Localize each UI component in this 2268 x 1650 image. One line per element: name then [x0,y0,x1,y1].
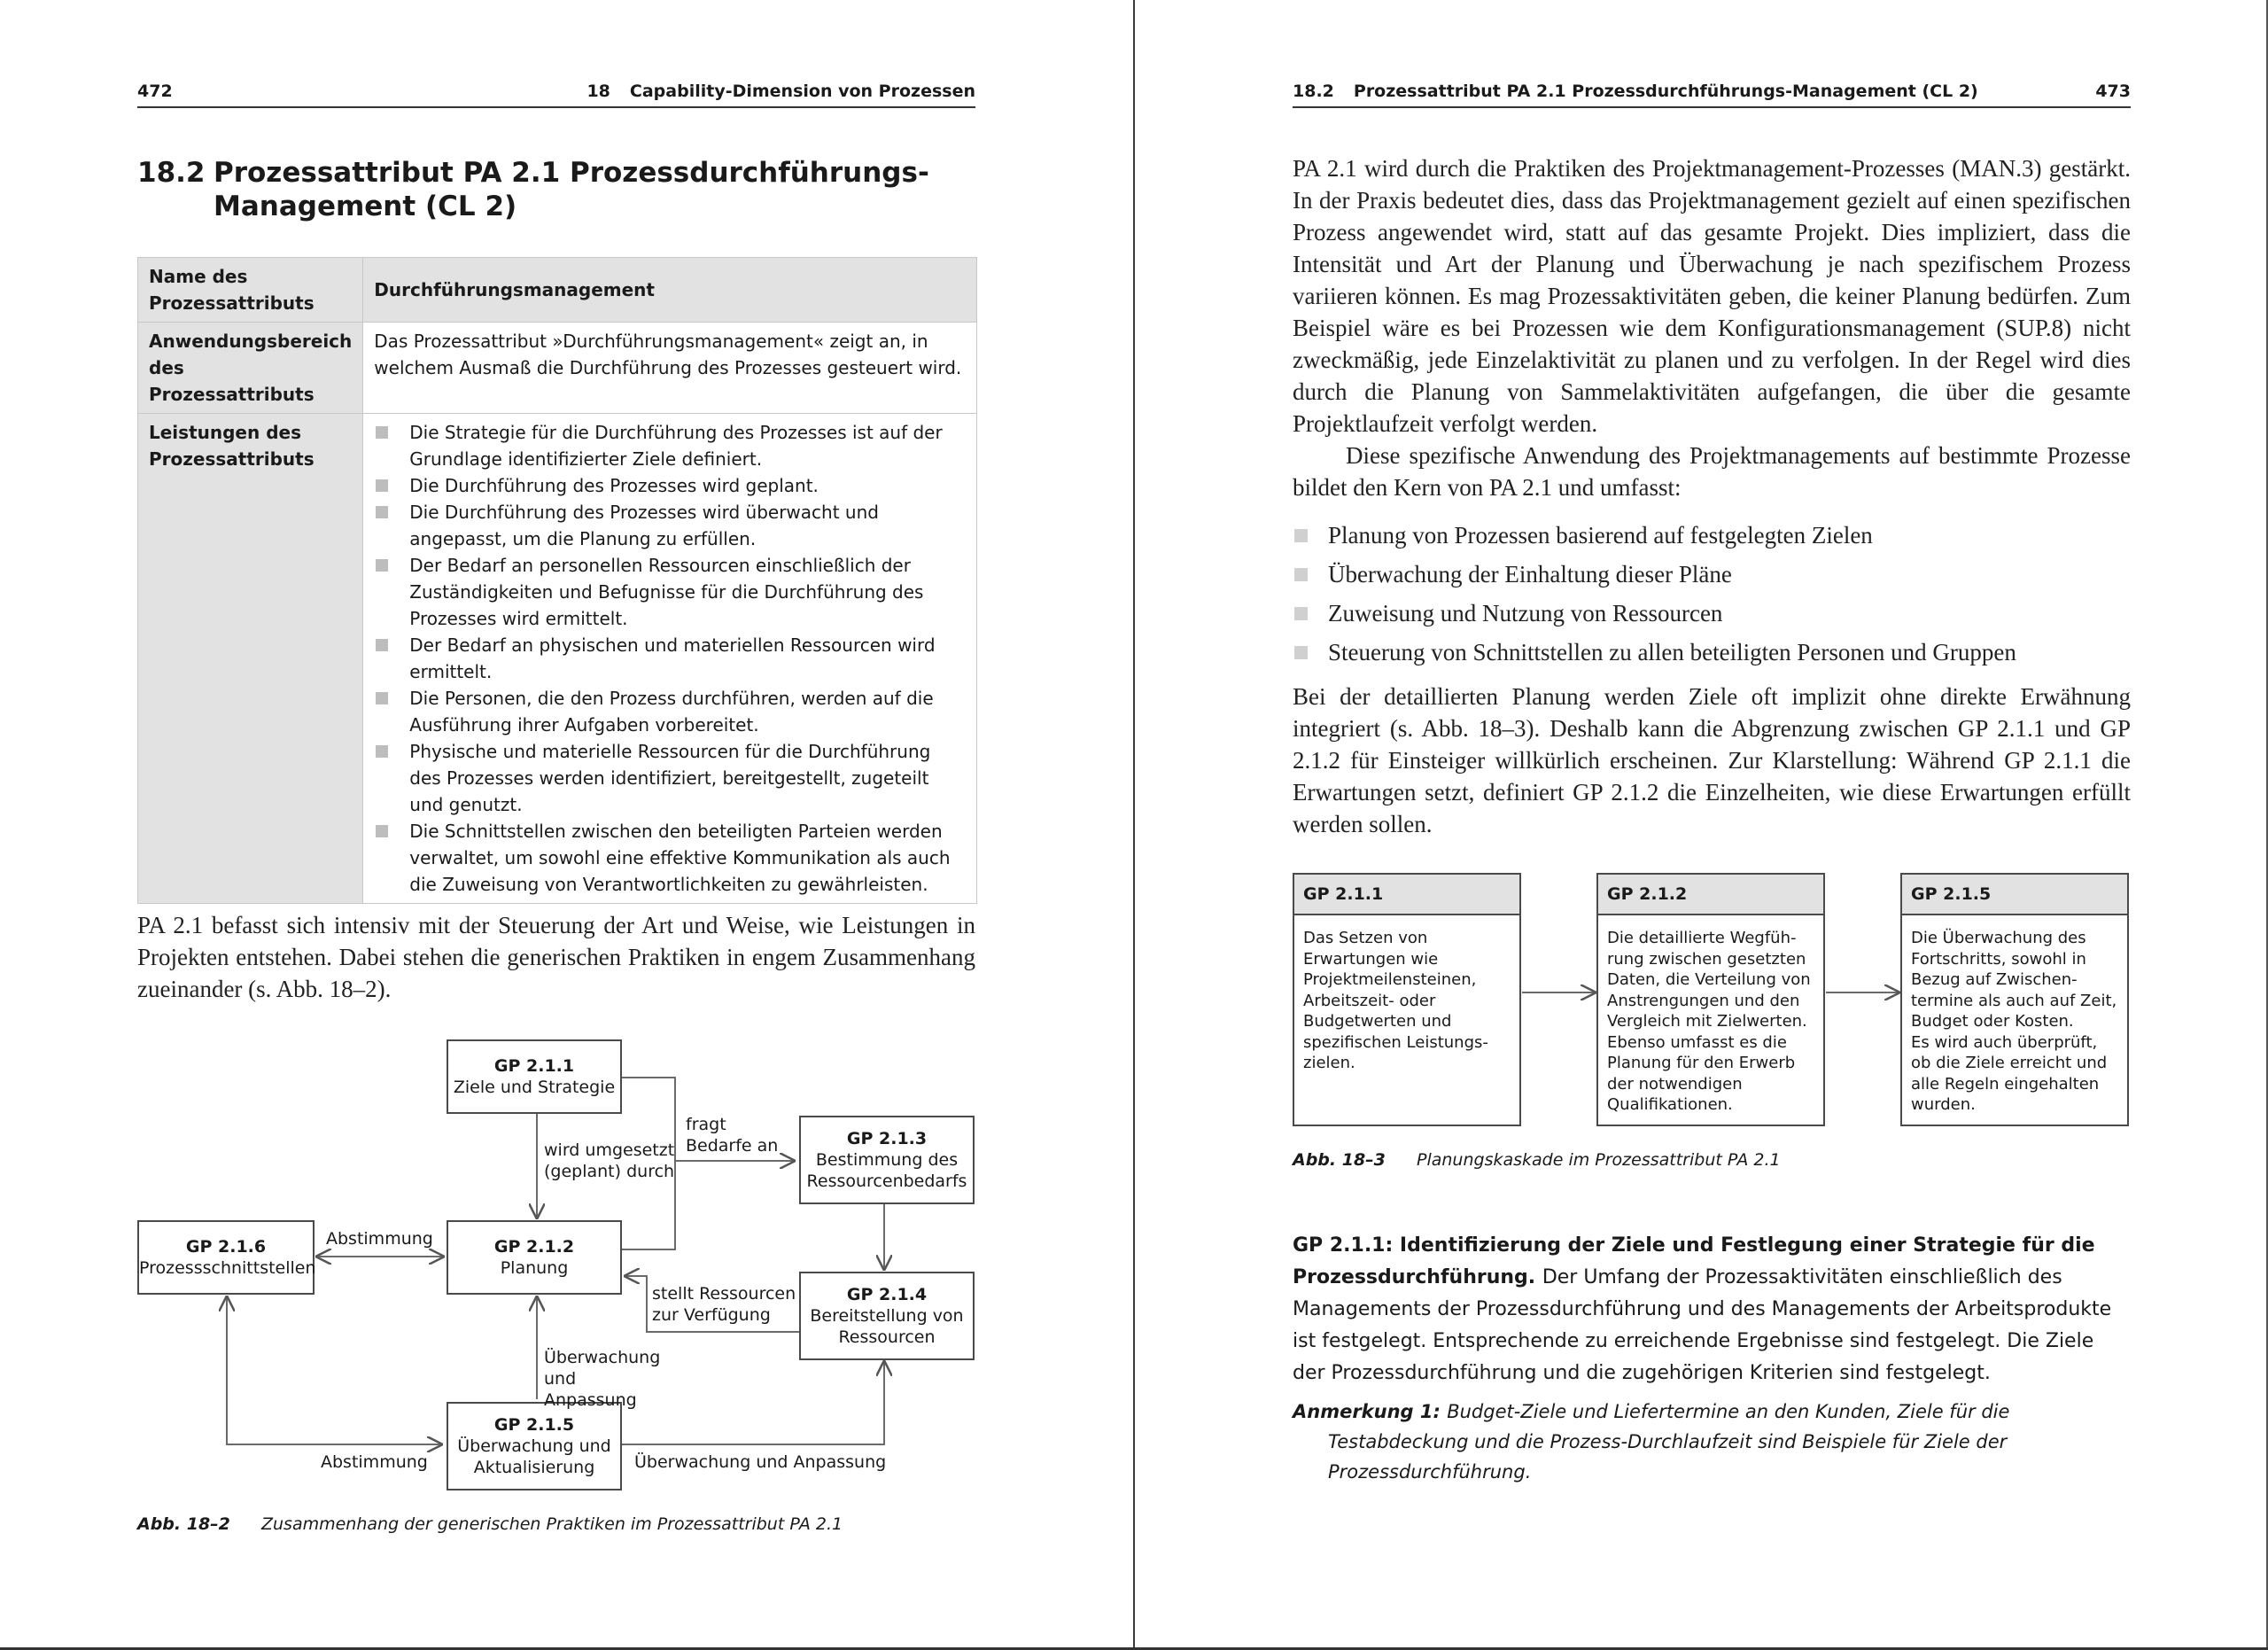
gp-title: GP 2.1.5 [493,1415,575,1435]
cascade-box-gp215 [1900,873,2129,1126]
text-line: Es wird auch überprüft, [1911,1032,2098,1052]
chapter-number: 18 [586,82,610,101]
gp-title: GP 2.1.4 [846,1285,928,1304]
table-row-value: Das Prozessattribut »Durchführungsmanagement« zeigt an, in welchem Ausmaß die Durchführung des Prozesses gesteuert wird. [363,323,977,414]
caption-number: Abb. 18–3 [1293,1150,1386,1170]
text-line: Anstrengungen und den [1607,991,1800,1010]
text-line: Arbeitszeit- oder [1303,991,1436,1010]
gp-description [1293,1230,2131,1389]
text-line: der notwendigen [1607,1074,1743,1094]
gp-text: Ziele und Strategie [453,1078,616,1097]
table-row-label: Anwendungsbereich des Prozessattributs [138,323,363,414]
label-fragt: fragt Bedarfe an [686,1115,779,1156]
label-abstimmung-1: Abstimmung [326,1229,433,1249]
gp-text: Prozessschnittstellen [139,1258,316,1278]
gp-heading-title: GP 2.1.1: Identifizierung der Ziele und Festlegung einer Strategie für die Prozessdurchführung. [1293,1234,2095,1288]
text-line: Ebenso umfasst es die [1607,1032,1787,1052]
list-item: Steuerung von Schnittstellen zu allen beteiligten Personen und Gruppen [1293,633,2131,672]
list-item: Die Schnittstellen zwischen den beteiligten Parteien werden verwaltet, um sowohl eine effektive Kommunikation als auch die Zuweisung von Verantwortlichkeiten zu gewährleisten. [374,818,966,898]
cascade-box-text [1294,915,1519,1074]
text-line: Planung für den Erwerb [1607,1054,1796,1072]
text-line: Erwartungen wie [1303,949,1439,969]
text-line: alle Regeln eingehalten [1911,1074,2100,1094]
text-line: Projektmeilensteinen, [1303,970,1477,989]
cascade-box-gp212 [1596,873,1825,1126]
label-ueberwachung-1: Überwachung und Anpassung [544,1348,661,1410]
list-item: Die Personen, die den Prozess durchführen, werden auf die Ausführung ihrer Aufgaben vorbereitet. [374,685,966,738]
label-abstimmung-2: Abstimmung [321,1452,428,1472]
label-umgesetzt: wird umgesetzt (geplant) durch [544,1140,675,1181]
table-row-label: Name des Prozessattributs [138,258,363,323]
list-item: Physische und materielle Ressourcen für die Durchführung des Prozesses werden identifiziert, bereitgestellt, zugeteilt und genutzt. [374,738,966,818]
gp-text: Bereitstellung von Ressourcen [810,1306,964,1347]
cascade-box-text [1902,915,2127,1116]
chapter-title: Capability-Dimension von Prozessen [629,82,975,101]
text-line: ob die Ziele erreicht und [1911,1054,2108,1072]
list-item: Planung von Prozessen basierend auf festgelegten Zielen [1293,516,2131,555]
list-item: Die Strategie für die Durchführung des Prozesses ist auf der Grundlage identifizierter Ziele definiert. [374,419,966,472]
figure-caption [1293,1150,1781,1170]
section-title: Prozessattribut PA 2.1 Prozessdurchführungs-Management (CL 2) [214,157,929,222]
text-line: wurden. [1911,1095,1976,1114]
note-text: Budget-Ziele und Liefertermine an den Kunden, Ziele für die Testabdeckung und die Prozess-Durchlaufzeit sind Beispiele für Ziele der Prozessdurchführung. [1328,1401,2010,1483]
gp-title: GP 2.1.2 [493,1237,575,1257]
list-item: Überwachung der Einhaltung dieser Pläne [1293,555,2131,594]
text-line: termine als auch auf Zeit, [1911,991,2117,1010]
gp-text: Überwachung und Aktualisierung [457,1436,611,1477]
table-row-value: Durchführungsmanagement [363,258,977,323]
gp-title: GP 2.1.3 [846,1129,928,1148]
text-line: rung zwischen gesetzten [1607,949,1806,969]
note-label: Anmerkung 1: [1293,1401,1448,1422]
list-item: Die Durchführung des Prozesses wird geplant. [374,472,966,499]
label-stellt: stellt Ressourcen zur Verfügung [652,1284,796,1325]
list-item: Der Bedarf an personellen Ressourcen einschließlich der Zuständigkeiten und Befugnisse für die Durchführung des Prozesses wird ermittelt. [374,552,966,632]
text-line: Budget oder Kosten. [1911,1012,2074,1031]
text-line: Die detaillierte Wegfüh- [1607,929,1797,947]
cascade-box-title: GP 2.1.1 [1294,875,1519,915]
cascade-box-title: GP 2.1.5 [1902,875,2127,915]
text-line: Daten, die Verteilung von [1607,970,1811,989]
text-line: Das Setzen von [1303,929,1428,947]
text-line: Fortschritts, sowohl in [1911,949,2086,969]
gp-text: Planung [500,1258,569,1278]
gp-heading-text: Der Umfang der Prozessaktivitäten einschließlich des Managements der Prozessdurchführung und des Managements der Arbeitsprodukte ist festgelegt. Entsprechende zu erreichende Ergebnisse sind festgelegt. Die Ziele der Prozessdurchführung und die zugehörigen Kriterien sind festgelegt. [1293,1266,2112,1384]
page-number-right: 473 [2095,82,2131,101]
text-line: spezifischen Leistungs- [1303,1032,1488,1052]
body-paragraph: Bei der detaillierten Planung werden Ziele oft implizit ohne direkte Erwähnung integriert (s. Abb. 18–3). Deshalb kann die Abgrenzung zwischen GP 2.1.1 und GP 2.1.2 für Einsteiger willkürlich erscheinen. Zur Klarstellung: Während GP 2.1.1 die Erwartungen setzt, definiert GP 2.1.2 die Einzelheiten, wie diese Erwartungen erfüllt werden sollen. [1293,683,2131,837]
note [1293,1397,2131,1487]
cascade-box-text [1598,915,1823,1116]
text-line: Vergleich mit Zielwerten. [1607,1012,1807,1031]
gp-title: GP 2.1.1 [493,1056,575,1076]
text-line: zielen. [1303,1054,1355,1072]
text-line: Qualifikationen. [1607,1095,1733,1114]
text-line: Bezug auf Zwischen- [1911,970,2078,989]
header-section-number: 18.2 [1293,82,1334,101]
body-paragraph: PA 2.1 befasst sich intensiv mit der Steuerung der Art und Weise, wie Leistungen in Projekten entstehen. Dabei stehen die generischen Praktiken in engem Zusammenhang zueinander (s. Abb. 18–2). [137,912,975,1002]
page-number-left: 472 [137,82,173,101]
list-item: Der Bedarf an physischen und materiellen Ressourcen wird ermittelt. [374,632,966,685]
text-line: Die Überwachung des [1911,929,2086,947]
table-row-label: Leistungen des Prozessattributs [138,414,363,904]
caption-text: Planungskaskade im Prozessattribut PA 2.1 [1417,1150,1781,1170]
gp-title: GP 2.1.6 [185,1237,267,1257]
label-ueberwachung-2: Überwachung und Anpassung [634,1452,887,1472]
list-item: Zuweisung und Nutzung von Ressourcen [1293,594,2131,633]
cascade-box-title: GP 2.1.2 [1598,875,1823,915]
header-section-title: Prozessattribut PA 2.1 Prozessdurchführungs-Management (CL 2) [1353,82,1978,101]
gp-text: Bestimmung des Ressourcenbedarfs [806,1150,967,1191]
body-paragraph: Diese spezifische Anwendung des Projektmanagements auf bestimmte Prozesse bildet den Kern von PA 2.1 und umfasst: [1293,442,2131,501]
body-paragraph: PA 2.1 wird durch die Praktiken des Projektmanagement-Prozesses (MAN.3) gestärkt. In der Praxis bedeutet dies, dass das Projektmanagement gezielt auf einen spezifischen Prozess angewendet wird, statt auf das gesamte Projekt. Dies impliziert, dass die Intensität und Art der Planung und Überwachung je nach spezifischem Prozess variieren können. Es mag Prozessaktivitäten geben, die keiner Planung bedürfen. Zum Beispiel wäre es bei Prozessen wie dem Konfigurationsmanagement (SUP.8) nicht zweckmäßig, jede Einzelaktivität zu planen und zu verfolgen. In der Regel wird dies durch die Planung von Sammelaktivitäten aufgefangen, die über die gesamte Projektlaufzeit verfolgt werden. [1293,155,2131,437]
cascade-box-gp211 [1293,873,1521,1126]
list-item: Die Durchführung des Prozesses wird überwacht und angepasst, um die Planung zu erfüllen. [374,499,966,552]
caption-number: Abb. 18–2 [137,1514,230,1534]
text-line: Budgetwerten und [1303,1012,1452,1031]
caption-text: Zusammenhang der generischen Praktiken im Prozessattribut PA 2.1 [261,1514,843,1534]
section-number: 18.2 [137,157,206,189]
